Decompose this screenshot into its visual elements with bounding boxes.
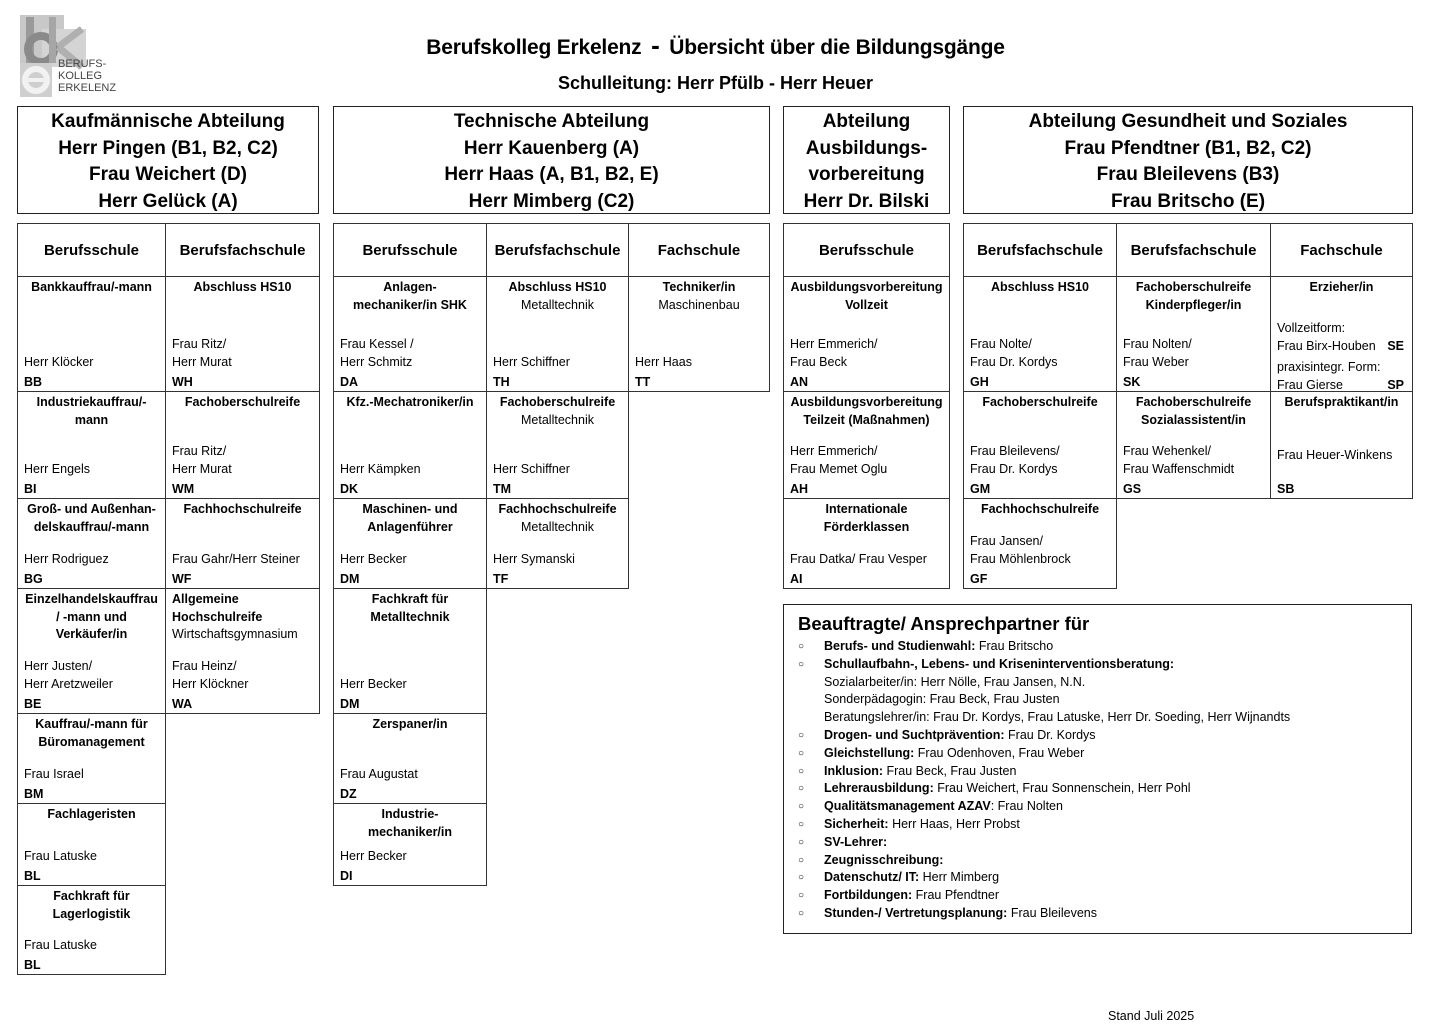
bullet-icon: ○ xyxy=(798,854,805,866)
program-cell xyxy=(1116,276,1271,392)
program-cell xyxy=(628,276,770,392)
contact-item xyxy=(798,727,1397,745)
contact-persons: Frau Weichert, Frau Sonnenschein, Herr Pohl xyxy=(933,781,1191,796)
teacher-names xyxy=(1123,336,1266,371)
contact-persons: Frau Pfendtner xyxy=(912,888,1000,903)
class-code: SK xyxy=(1123,374,1141,389)
column-header-g-bfs1: Berufsfachschule xyxy=(963,223,1117,277)
form-person-row xyxy=(1277,338,1408,356)
form-person: Frau Gierse xyxy=(1277,377,1343,392)
contact-item xyxy=(798,816,1397,834)
dept-line: Kaufmännische Abteilung xyxy=(51,111,285,132)
program-cell xyxy=(333,713,487,804)
program-cell xyxy=(486,276,629,392)
class-code: AN xyxy=(790,374,809,389)
teacher-names xyxy=(172,658,315,693)
contact-subline: Beratungslehrer/in: Frau Dr. Kordys, Frau Latuske, Herr Dr. Soeding, Herr Wijnandts xyxy=(824,710,1291,725)
dept-line: Frau Pfendtner (B1, B2, C2) xyxy=(1064,137,1312,159)
teacher-names xyxy=(1277,447,1408,465)
school-leadership: Schulleitung: Herr Pfülb - Herr Heuer xyxy=(557,73,874,93)
teacher-name: Frau Nolten/ xyxy=(1123,337,1192,351)
teacher-name: Herr Klöcker xyxy=(24,354,94,369)
program-cell xyxy=(165,498,320,589)
class-code: TH xyxy=(493,374,510,389)
teacher-name: Frau Ritz/ xyxy=(172,444,227,458)
contact-persons: Frau Beck, Frau Justen xyxy=(883,763,1017,778)
form-label: praxisintegr. Form: xyxy=(1277,360,1381,374)
dept-line: Herr Haas (A, B1, B2, E) xyxy=(444,164,659,185)
program-cell xyxy=(963,391,1117,499)
contacts-list xyxy=(798,638,1397,923)
program-cell xyxy=(1116,391,1271,499)
teacher-names xyxy=(172,336,315,371)
department-box-technisch xyxy=(333,106,770,214)
teacher-names xyxy=(790,336,945,371)
teacher-names xyxy=(24,658,161,693)
program-cell xyxy=(17,588,166,714)
teacher-name: Herr Murat xyxy=(172,461,232,476)
teacher-name: Herr Schmitz xyxy=(340,354,413,369)
dept-line: Frau Britscho (E) xyxy=(1110,190,1266,212)
contact-topic: Datenschutz/ IT: xyxy=(824,870,920,885)
program-cell xyxy=(333,498,487,589)
teacher-names xyxy=(340,461,482,479)
program-cell xyxy=(17,498,166,589)
teacher-name: Frau Dr. Kordys xyxy=(970,461,1058,476)
program-name: Metalltechnik xyxy=(370,609,450,624)
teacher-name: Herr Murat xyxy=(172,354,232,369)
teacher-name: Herr Schiffner xyxy=(493,461,570,476)
teacher-name: Frau Jansen/ xyxy=(970,534,1043,548)
program-name: Abschluss HS10 xyxy=(193,280,292,294)
program-cell xyxy=(17,885,166,975)
class-code: BG xyxy=(24,571,43,586)
contact-item xyxy=(798,638,1397,656)
column-header-t-fs: Fachschule xyxy=(628,223,770,277)
program-cell xyxy=(165,588,320,714)
dept-line: Abteilung Gesundheit und Soziales xyxy=(1028,111,1348,132)
program-cell xyxy=(783,498,950,589)
program-name: delskauffrau/-mann xyxy=(33,519,150,534)
class-code: AH xyxy=(790,481,809,496)
footer-stand: Stand Juli 2025 xyxy=(1108,1009,1195,1023)
contact-item xyxy=(798,656,1397,674)
dept-line: Herr Kauenberg (A) xyxy=(463,137,640,159)
class-code: WF xyxy=(172,571,192,586)
teacher-name: Herr Justen/ xyxy=(24,659,93,673)
contact-item xyxy=(798,905,1397,923)
class-code: SB xyxy=(1277,481,1295,496)
dept-line: Herr Mimberg (C2) xyxy=(468,190,635,212)
program-name: Sozialassistent/in xyxy=(1141,412,1246,427)
contact-persons: Herr Mimberg xyxy=(919,870,1000,885)
class-code: AI xyxy=(790,571,803,586)
teacher-name: Frau Ritz/ xyxy=(172,337,227,351)
class-code: SE xyxy=(1387,338,1404,353)
program-cell xyxy=(963,498,1117,589)
program-cell xyxy=(783,391,950,499)
class-code: BE xyxy=(24,696,42,711)
department-box-ausbildungsvorbereitung xyxy=(783,106,950,214)
program-name: Hochschulreife xyxy=(172,609,263,624)
bullet-icon: ○ xyxy=(798,836,805,848)
program-name: / -mann und xyxy=(56,609,127,624)
program-name: Fachhochschulreife xyxy=(183,502,302,516)
program-cell xyxy=(783,276,950,392)
teacher-name: Frau Dr. Kordys xyxy=(970,354,1058,369)
program-name: Erzieher/in xyxy=(1309,280,1374,294)
program-name: Teilzeit (Maßnahmen) xyxy=(803,412,930,427)
bullet-icon: ○ xyxy=(798,872,805,884)
dept-line: Technische Abteilung xyxy=(453,111,650,132)
dept-line: Ausbildungs- xyxy=(805,137,928,159)
program-name: Anlagen- xyxy=(383,280,437,294)
department-box-gesundheit-soziales xyxy=(963,106,1413,214)
program-name: Fachhochschulreife xyxy=(980,502,1100,516)
contact-topic: Qualitätsmanagement AZAV xyxy=(824,799,991,814)
program-name: Zerspaner/in xyxy=(372,717,448,731)
contact-topic: Schullaufbahn-, Lebens- und Kriseninterventionsberatung: xyxy=(824,656,1175,671)
bullet-icon: ○ xyxy=(798,907,805,919)
program-cell xyxy=(333,276,487,392)
bullet-icon: ○ xyxy=(798,890,805,902)
class-code: GS xyxy=(1123,481,1142,496)
teacher-names xyxy=(970,533,1112,568)
program-name: Fachkraft für xyxy=(371,592,449,606)
contact-topic: Inklusion: xyxy=(824,763,884,778)
teacher-name: Frau Heinz/ xyxy=(172,659,237,673)
class-code: BM xyxy=(24,786,44,801)
class-code: DZ xyxy=(340,786,357,801)
teacher-name: Frau Möhlenbrock xyxy=(970,551,1071,566)
teacher-name: Herr Emmerich/ xyxy=(790,444,878,458)
program-cell xyxy=(333,803,487,886)
teacher-names xyxy=(970,443,1112,478)
program-name: mechaniker/in xyxy=(367,824,453,839)
contacts-box xyxy=(783,604,1412,934)
contact-persons: Herr Haas, Herr Probst xyxy=(888,816,1020,831)
dept-line: vorbereitung xyxy=(808,164,925,185)
class-code: TF xyxy=(493,571,509,586)
teacher-name: Herr Engels xyxy=(24,461,90,476)
class-code: GM xyxy=(970,481,991,496)
teacher-name: Frau Israel xyxy=(24,766,84,781)
program-name: Abschluss HS10 xyxy=(991,280,1089,294)
contact-topic: SV-Lehrer: xyxy=(824,834,888,849)
logo-text-1: BERUFS- xyxy=(58,58,107,70)
contact-topic: Stunden-/ Vertretungsplanung: xyxy=(824,905,1008,920)
program-name: Fachlageristen xyxy=(47,807,136,821)
class-code: WA xyxy=(172,696,193,711)
title-left: Berufskolleg Erkelenz xyxy=(426,36,642,59)
class-code: BB xyxy=(24,374,43,389)
contact-item xyxy=(798,834,1397,852)
teacher-name: Herr Emmerich/ xyxy=(790,337,878,351)
column-header-k-bfs: Berufsfachschule xyxy=(165,223,320,277)
teacher-names xyxy=(493,551,624,569)
dept-line: Herr Dr. Bilski xyxy=(803,190,930,212)
class-code: GF xyxy=(970,571,988,586)
program-cell xyxy=(333,391,487,499)
class-code: BL xyxy=(24,868,41,883)
class-code: DA xyxy=(340,374,359,389)
form-person: Frau Birx-Houben xyxy=(1277,338,1376,353)
title-right: Übersicht über die Bildungsgänge xyxy=(669,36,1005,59)
teacher-names xyxy=(24,551,161,569)
teacher-name: Frau Kessel / xyxy=(340,337,414,351)
program-cell xyxy=(17,803,166,886)
program-name: Kinderpfleger/in xyxy=(1145,297,1242,312)
contact-topic: Zeugnisschreibung: xyxy=(824,852,944,867)
program-name: Vollzeit xyxy=(845,297,888,312)
teacher-names xyxy=(24,354,161,372)
class-code: BI xyxy=(24,481,37,496)
teacher-names xyxy=(24,461,161,479)
contact-persons: Frau Britscho xyxy=(975,639,1054,653)
program-name: Fachoberschulreife xyxy=(982,395,1098,409)
class-code: DM xyxy=(340,696,360,711)
teacher-name: Frau Gahr/Herr Steiner xyxy=(172,551,300,566)
teacher-name: Herr Rodriguez xyxy=(24,551,109,566)
program-name: Einzelhandelskauffrau xyxy=(25,592,158,606)
teacher-name: Herr Schiffner xyxy=(493,354,570,369)
program-name: Maschinen- und xyxy=(362,502,458,516)
program-cell xyxy=(165,391,320,499)
program-name: Industrie- xyxy=(381,807,439,821)
bullet-icon: ○ xyxy=(798,641,805,652)
program-cell xyxy=(1270,276,1413,392)
logo-text-2: KOLLEG xyxy=(58,70,103,82)
contact-persons: : Frau Nolten xyxy=(990,799,1063,814)
teacher-name: Frau Waffenschmidt xyxy=(1123,461,1235,476)
program-cell xyxy=(486,391,629,499)
teacher-name: Frau Beck xyxy=(790,354,847,369)
class-code: DK xyxy=(340,481,359,496)
teacher-names xyxy=(340,336,482,371)
teacher-names xyxy=(493,354,624,372)
dept-line: Herr Pingen (B1, B2, C2) xyxy=(58,137,278,159)
class-code: BL xyxy=(24,957,41,972)
program-name: Groß- und Außenhan- xyxy=(27,502,156,516)
column-header-a-bs: Berufsschule xyxy=(783,223,950,277)
program-name: mann xyxy=(74,412,109,427)
contact-subline: Sozialarbeiter/in: Herr Nölle, Frau Jansen, N.N. xyxy=(824,674,1086,689)
contact-topic: Drogen- und Suchtprävention: xyxy=(824,727,1005,742)
dept-line: Frau Weichert (D) xyxy=(88,164,247,185)
program-name: Kfz.-Mechatroniker/in xyxy=(346,395,474,409)
bullet-icon: ○ xyxy=(798,747,805,759)
program-cell xyxy=(1270,391,1413,499)
program-name: Fachoberschulreife xyxy=(1135,280,1252,294)
contact-persons: Frau Bleilevens xyxy=(1007,905,1097,920)
teacher-names xyxy=(970,336,1112,371)
program-name: Internationale xyxy=(825,502,908,516)
logo-text-3: ERKELENZ xyxy=(58,82,117,94)
program-name: Bankkauffrau/-mann xyxy=(31,280,152,294)
form-list xyxy=(1277,320,1408,394)
bullet-icon: ○ xyxy=(798,818,805,830)
program-name: mechaniker/in SHK xyxy=(353,297,467,312)
contact-topic: Sicherheit: xyxy=(824,816,889,831)
program-name: Fachkraft für xyxy=(53,889,130,903)
form-label: Vollzeitform: xyxy=(1277,321,1346,335)
contact-topic: Berufs- und Studienwahl: xyxy=(824,639,976,653)
contact-topic: Fortbildungen: xyxy=(824,888,913,903)
contact-persons: Frau Dr. Kordys xyxy=(1004,727,1096,742)
program-name: Berufspraktikant/in xyxy=(1284,395,1399,409)
contact-persons: Frau Odenhoven, Frau Weber xyxy=(914,745,1085,760)
program-cell xyxy=(963,276,1117,392)
contact-item xyxy=(798,887,1397,905)
program-subtitle: Wirtschaftsgymnasium xyxy=(172,627,298,641)
program-subtitle: Metalltechnik xyxy=(521,519,594,534)
program-name: Abschluss HS10 xyxy=(508,280,607,294)
contact-item xyxy=(798,745,1397,763)
column-header-k-bs: Berufsschule xyxy=(17,223,166,277)
program-name: Ausbildungsvorbereitung xyxy=(790,280,943,294)
program-name: Kauffrau/-mann für xyxy=(35,717,148,731)
column-header-t-bs: Berufsschule xyxy=(333,223,487,277)
program-name: Industriekauffrau/- xyxy=(36,395,147,409)
program-name: Anlagenführer xyxy=(367,519,453,534)
teacher-name: Frau Nolte/ xyxy=(970,337,1032,351)
teacher-name: Herr Aretzweiler xyxy=(24,676,113,691)
teacher-names xyxy=(340,551,482,569)
program-subtitle: Metalltechnik xyxy=(521,412,594,427)
teacher-names xyxy=(172,443,315,478)
column-header-t-bfs: Berufsfachschule xyxy=(486,223,629,277)
contacts-title: Beauftragte/ Ansprechpartner für xyxy=(798,613,1090,634)
column-header-g-bfs2: Berufsfachschule xyxy=(1116,223,1271,277)
column-header-g-fs: Fachschule xyxy=(1270,223,1413,277)
program-name: Ausbildungsvorbereitung xyxy=(790,395,943,409)
teacher-name: Herr Becker xyxy=(340,848,407,863)
class-code: TT xyxy=(635,374,651,389)
bullet-icon: ○ xyxy=(798,729,805,741)
dept-line: Abteilung xyxy=(822,111,911,132)
teacher-names xyxy=(493,461,624,479)
teacher-name: Frau Latuske xyxy=(24,848,97,863)
dept-line: Frau Bleilevens (B3) xyxy=(1096,164,1280,185)
program-name: Förderklassen xyxy=(823,519,910,534)
program-name: Techniker/in xyxy=(662,280,736,294)
teacher-name: Frau Memet Oglu xyxy=(790,461,888,476)
department-box-kaufmaennisch xyxy=(17,106,319,214)
teacher-names xyxy=(1123,443,1266,478)
teacher-name: Herr Kämpken xyxy=(340,461,421,476)
program-cell xyxy=(165,276,320,392)
contact-item xyxy=(798,869,1397,887)
program-cell xyxy=(17,391,166,499)
program-cell xyxy=(17,713,166,804)
class-code: WM xyxy=(172,481,195,496)
program-name: Fachoberschulreife xyxy=(499,395,616,409)
program-name: Allgemeine xyxy=(172,592,239,606)
teacher-name: Frau Heuer-Winkens xyxy=(1277,447,1393,462)
bullet-icon: ○ xyxy=(798,783,805,795)
teacher-name: Herr Symanski xyxy=(493,551,575,566)
class-code: TM xyxy=(493,481,512,496)
teacher-name: Herr Haas xyxy=(635,354,692,369)
teacher-names xyxy=(790,551,945,569)
contact-topic: Gleichstellung: xyxy=(824,745,915,760)
class-code: DI xyxy=(340,868,353,883)
program-name: Fachoberschulreife xyxy=(184,395,301,409)
program-cell xyxy=(486,498,629,589)
program-cell xyxy=(333,588,487,714)
program-subtitle: Maschinenbau xyxy=(658,297,740,312)
teacher-name: Herr Klöckner xyxy=(172,676,249,691)
teacher-names xyxy=(340,848,482,866)
contact-subline: Sonderpädagogin: Frau Beck, Frau Justen xyxy=(824,692,1060,707)
class-code: WH xyxy=(172,374,193,389)
teacher-name: Herr Becker xyxy=(340,676,407,691)
teacher-names xyxy=(24,848,161,866)
program-name: Fachhochschulreife xyxy=(498,502,617,516)
contact-item xyxy=(798,780,1397,798)
title-separator: - xyxy=(651,30,660,60)
contact-item xyxy=(798,852,1397,870)
page-title xyxy=(0,30,1431,61)
bullet-icon: ○ xyxy=(798,765,805,777)
teacher-name: Frau Wehenkel/ xyxy=(1123,444,1212,458)
class-code: GH xyxy=(970,374,989,389)
contact-topic: Lehrerausbildung: xyxy=(824,781,934,796)
program-subtitle: Metalltechnik xyxy=(521,297,594,312)
contact-item xyxy=(798,763,1397,781)
teacher-names xyxy=(635,354,765,372)
teacher-name: Frau Datka/ Frau Vesper xyxy=(790,551,927,566)
teacher-names xyxy=(24,937,161,955)
class-code: DM xyxy=(340,571,360,586)
teacher-names xyxy=(24,766,161,784)
teacher-names xyxy=(340,766,482,784)
bullet-icon: ○ xyxy=(798,658,805,670)
teacher-names xyxy=(172,551,315,569)
contact-item xyxy=(798,798,1397,816)
teacher-names xyxy=(790,443,945,478)
program-name: Verkäufer/in xyxy=(55,627,128,641)
teacher-name: Frau Weber xyxy=(1123,354,1189,369)
teacher-name: Frau Bleilevens/ xyxy=(970,444,1060,458)
teacher-name: Frau Latuske xyxy=(24,937,97,952)
program-name: Fachoberschulreife xyxy=(1135,395,1252,409)
class-code: SP xyxy=(1387,377,1404,392)
dept-line: Herr Gelück (A) xyxy=(98,190,238,212)
program-name: Büromanagement xyxy=(38,734,145,749)
teacher-name: Frau Augustat xyxy=(340,766,418,781)
program-name: Lagerlogistik xyxy=(52,906,131,921)
teacher-names xyxy=(340,676,482,694)
teacher-name: Herr Becker xyxy=(340,551,407,566)
program-cell xyxy=(17,276,166,392)
bullet-icon: ○ xyxy=(798,801,805,813)
